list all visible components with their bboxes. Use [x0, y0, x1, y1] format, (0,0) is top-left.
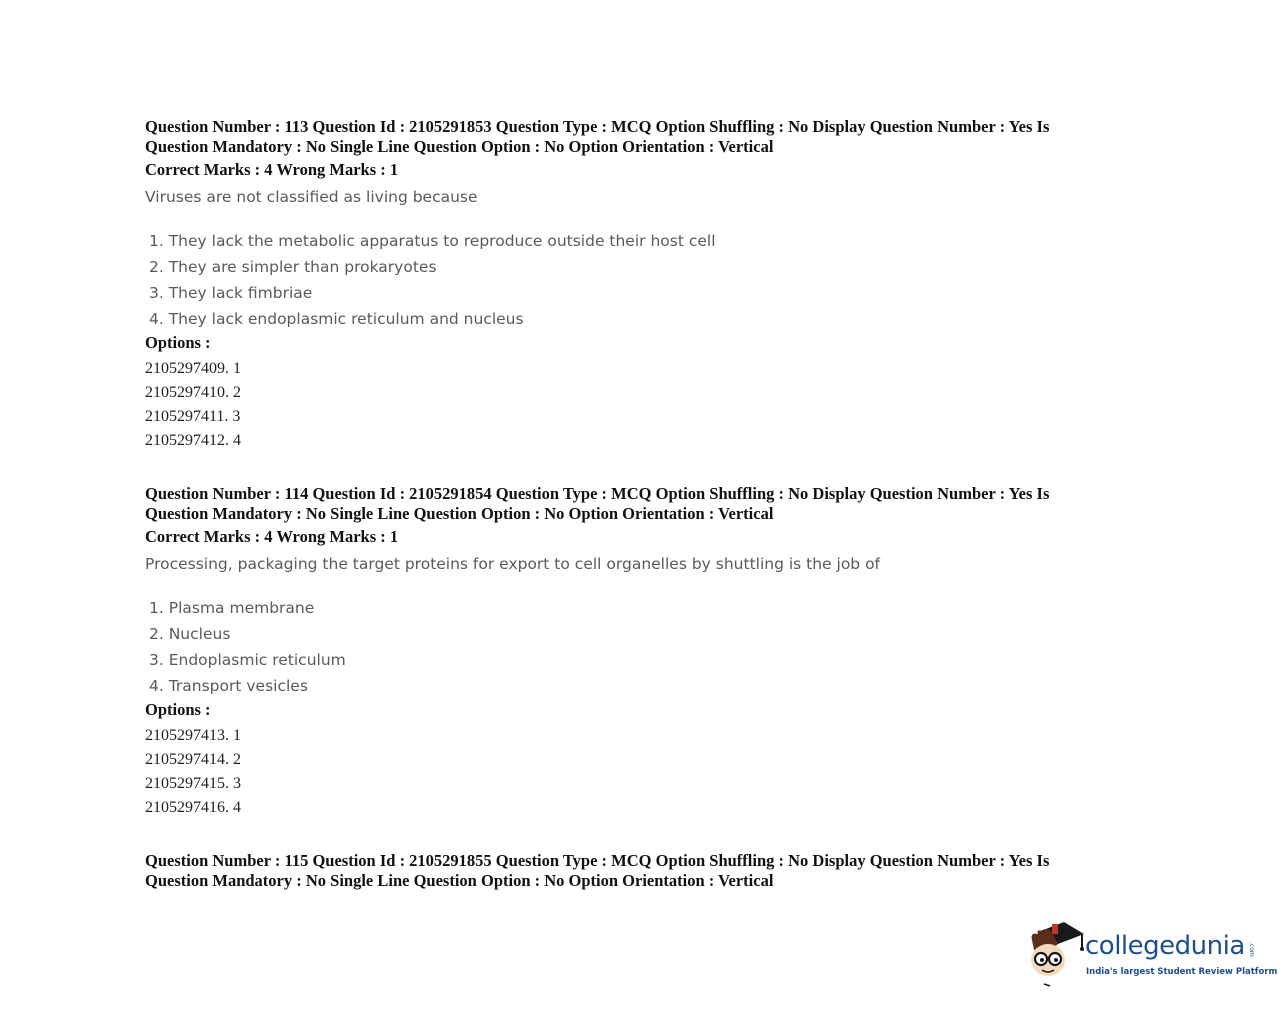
option-id: 2105297415. 3: [145, 775, 241, 792]
choice-item: 2. Nucleus: [149, 625, 231, 643]
option-id: 2105297412. 4: [145, 432, 241, 449]
question-marks: Correct Marks : 4 Wrong Marks : 1: [145, 160, 399, 179]
choice-item: 1. Plasma membrane: [149, 599, 315, 617]
choice-item: 4. Transport vesicles: [149, 677, 308, 695]
option-id: 2105297409. 1: [145, 360, 241, 377]
option-id: 2105297413. 1: [145, 727, 241, 744]
question-114: [145, 484, 1115, 820]
option-id: 2105297411. 3: [145, 408, 241, 425]
question-header-line-1: Question Number : 115 Question Id : 2105291855 Question Type : MCQ Option Shuffling : No Display Question Number : Yes Is: [145, 851, 1050, 870]
option-id: 2105297414. 2: [145, 751, 241, 768]
question-header-line-2: Question Mandatory : No Single Line Question Option : No Option Orientation : Vertical: [145, 871, 774, 890]
question-113: [145, 117, 1115, 453]
question-header: [145, 851, 1115, 891]
question-text: Processing, packaging the target proteins for export to cell organelles by shuttling is the job of: [145, 555, 881, 573]
options-label: Options :: [145, 700, 211, 719]
option-id-list: [145, 357, 1115, 453]
logo-name: collegedunia: [1085, 931, 1245, 961]
choice-item: 4. They lack endoplasmic reticulum and nucleus: [149, 310, 524, 328]
question-header-line-1: Question Number : 113 Question Id : 2105291853 Question Type : MCQ Option Shuffling : No Display Question Number : Yes Is: [145, 117, 1050, 136]
option-id-list: [145, 724, 1115, 820]
question-text: Viruses are not classified as living because: [145, 188, 478, 206]
option-id: 2105297410. 2: [145, 384, 241, 401]
question-header: [145, 484, 1115, 524]
choice-list: [149, 595, 1115, 699]
mascot-icon: [1024, 918, 1086, 988]
choice-item: 2. They are simpler than prokaryotes: [149, 258, 437, 276]
choice-item: 3. Endoplasmic reticulum: [149, 651, 346, 669]
question-115: [145, 851, 1115, 891]
logo-com: .com: [1248, 942, 1255, 957]
choice-item: 3. They lack fimbriae: [149, 284, 313, 302]
logo-tagline: India's largest Student Review Platform: [1086, 967, 1278, 977]
question-header-line-2: Question Mandatory : No Single Line Question Option : No Option Orientation : Vertical: [145, 137, 774, 156]
choice-item: 1. They lack the metabolic apparatus to reproduce outside their host cell: [149, 232, 716, 250]
question-header-line-1: Question Number : 114 Question Id : 2105291854 Question Type : MCQ Option Shuffling : No Display Question Number : Yes Is: [145, 484, 1050, 503]
question-marks: Correct Marks : 4 Wrong Marks : 1: [145, 527, 399, 546]
question-header-line-2: Question Mandatory : No Single Line Question Option : No Option Orientation : Vertical: [145, 504, 774, 523]
collegedunia-logo: [1024, 918, 1278, 988]
question-header: [145, 117, 1115, 157]
choice-list: [149, 228, 1115, 332]
options-label: Options :: [145, 333, 211, 352]
option-id: 2105297416. 4: [145, 799, 241, 816]
